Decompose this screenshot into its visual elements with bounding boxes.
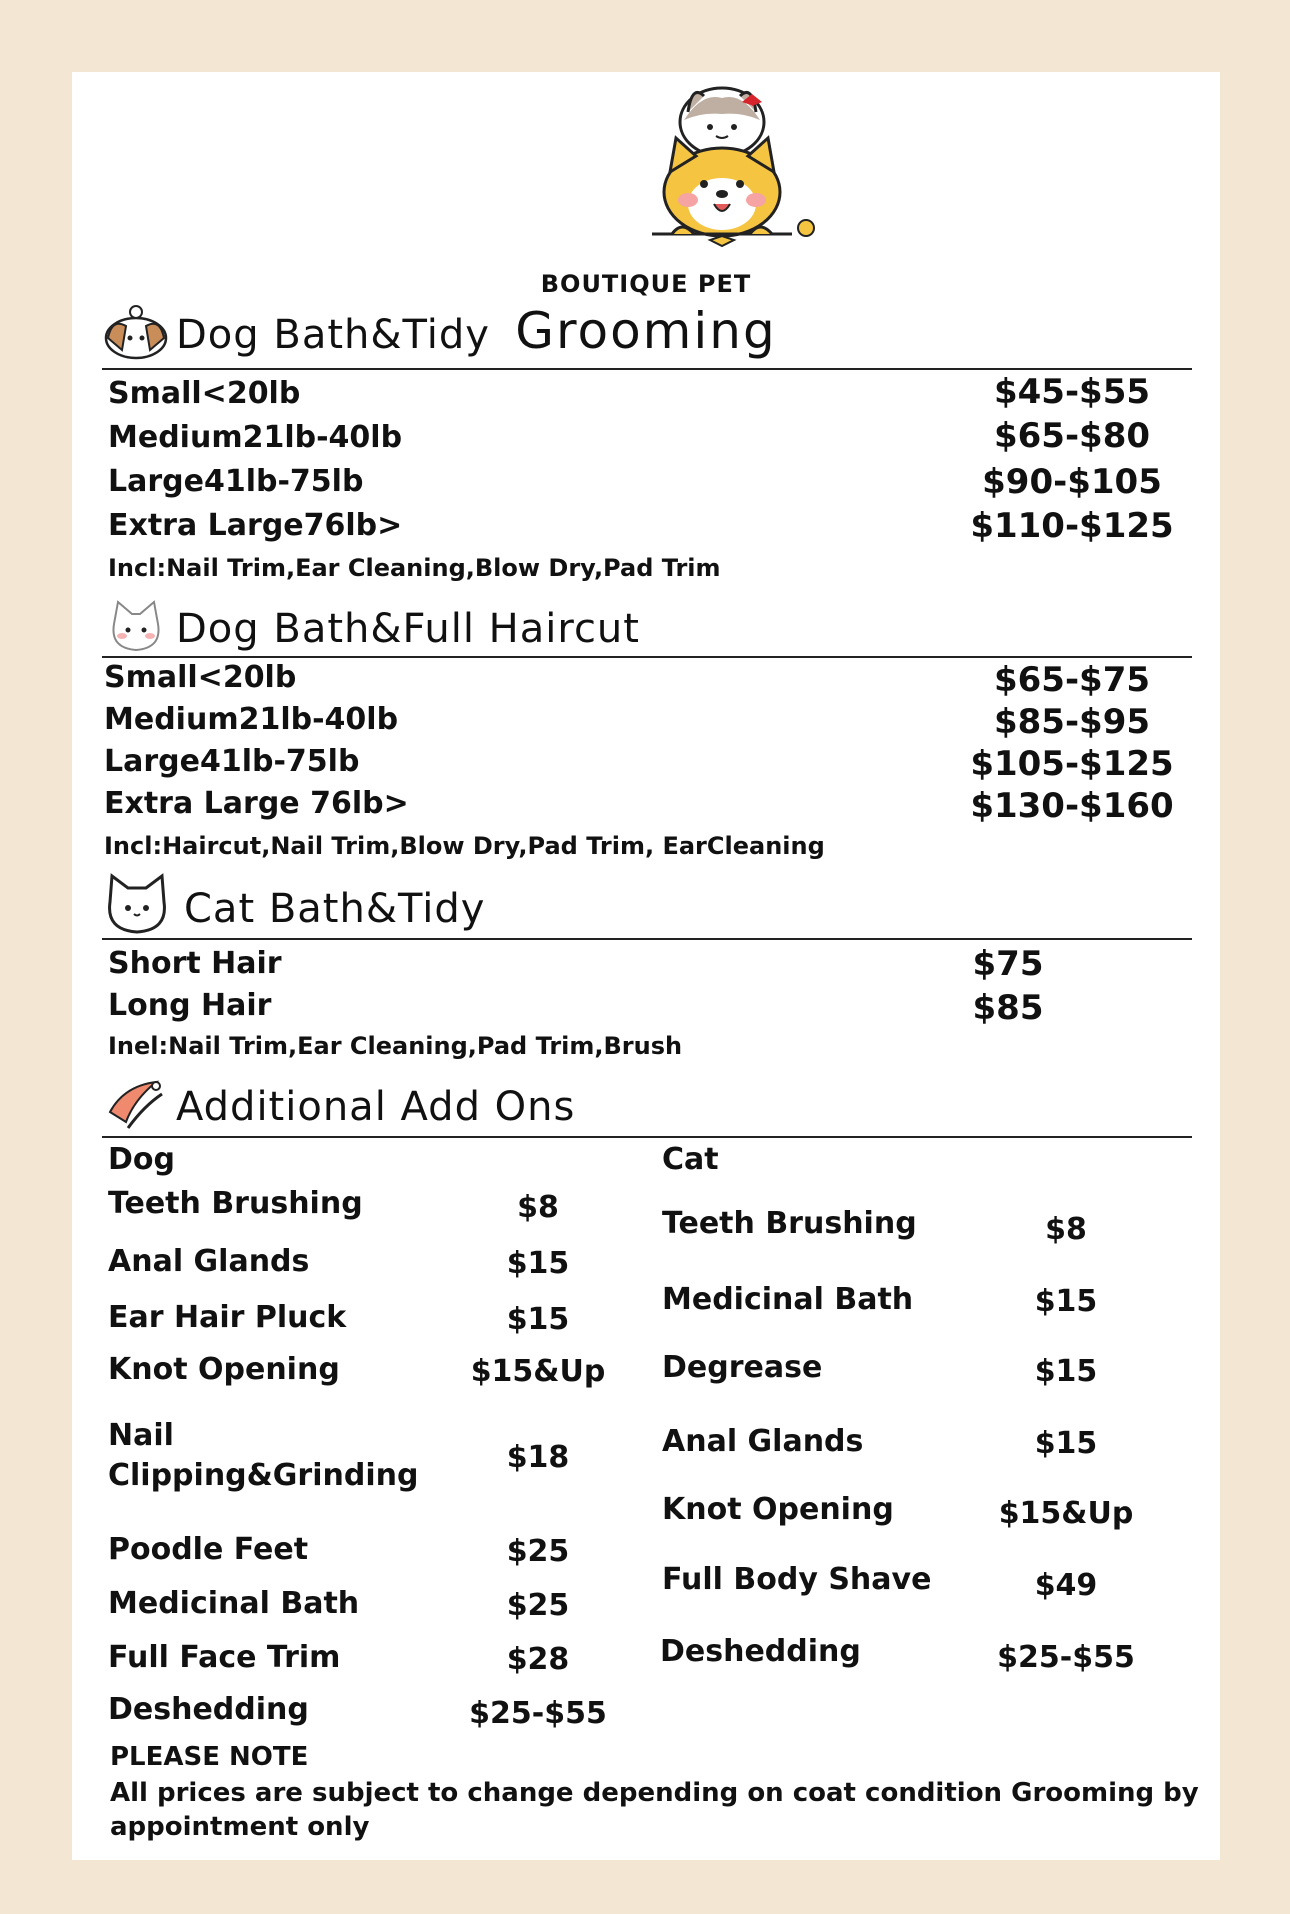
footer-heading: PLEASE NOTE [110, 1742, 309, 1772]
addon-price: $15 [506, 1302, 570, 1337]
section-note: Incl:Nail Trim,Ear Cleaning,Blow Dry,Pad Trim [108, 554, 721, 582]
addon-label: Deshedding [660, 1634, 861, 1669]
footer-line-2: appointment only [110, 1812, 370, 1842]
addon-price: $15&Up [470, 1354, 606, 1389]
addon-label: Nail [108, 1418, 174, 1453]
row-price: $130-$160 [970, 786, 1174, 826]
row-price: $65-$75 [993, 660, 1151, 700]
addon-label: Medicinal Bath [662, 1282, 914, 1317]
nail-clipper-icon [104, 1076, 168, 1136]
row-label: Small<20lb [108, 376, 301, 411]
divider [102, 938, 1192, 940]
row-label: Extra Large76lb> [108, 508, 403, 543]
addon-price: $25 [506, 1588, 570, 1623]
brand-name: BOUTIQUE PET [540, 270, 752, 298]
divider [102, 1136, 1192, 1138]
row-label: Short Hair [108, 946, 282, 981]
addon-label: Teeth Brushing [108, 1186, 363, 1221]
addon-label: Anal Glands [662, 1424, 864, 1459]
addon-price: $15 [1034, 1354, 1098, 1389]
addon-label: Knot Opening [662, 1492, 894, 1527]
addon-label: Degrease [662, 1350, 823, 1385]
divider [102, 368, 1192, 370]
addon-price: $25-$55 [469, 1696, 607, 1731]
addon-label: Poodle Feet [108, 1532, 309, 1567]
row-label: Large41lb-75lb [108, 464, 364, 499]
addon-price: $25-$55 [997, 1640, 1135, 1675]
pet-logo-icon [592, 72, 852, 302]
addon-label: Knot Opening [108, 1352, 340, 1387]
row-label: Large41lb-75lb [104, 744, 360, 779]
menu-card [72, 72, 1220, 1860]
cat-column-header: Cat [662, 1142, 719, 1177]
addon-price: $15&Up [998, 1496, 1134, 1531]
addon-price: $49 [1034, 1568, 1098, 1603]
addon-price: $8 [517, 1190, 559, 1225]
row-label: Small<20lb [104, 660, 297, 695]
dog-face-icon [102, 304, 170, 360]
row-price: $110-$125 [970, 506, 1174, 546]
addon-label: Deshedding [108, 1692, 309, 1727]
section-title-additional-add-ons: Additional Add Ons [176, 1084, 576, 1130]
addon-label: Medicinal Bath [108, 1586, 360, 1621]
section-title-dog-bath-tidy: Dog Bath&Tidy [176, 312, 490, 358]
addon-label: Anal Glands [108, 1244, 310, 1279]
row-price: $45-$55 [993, 372, 1151, 412]
page-title: Grooming [515, 302, 777, 360]
row-label: Medium21lb-40lb [108, 420, 403, 455]
dog-column-header: Dog [108, 1142, 175, 1177]
row-price: $75 [972, 944, 1044, 984]
section-title-cat-bath-tidy: Cat Bath&Tidy [184, 886, 486, 932]
section-title-dog-bath-full-haircut: Dog Bath&Full Haircut [176, 606, 640, 652]
section-note: Inel:Nail Trim,Ear Cleaning,Pad Trim,Brush [108, 1032, 683, 1060]
addon-price: $15 [1034, 1284, 1098, 1319]
addon-price: $18 [506, 1440, 570, 1475]
footer-line-1: All prices are subject to change depending on coat condition Grooming by [110, 1778, 1199, 1808]
addon-label: Ear Hair Pluck [108, 1300, 347, 1335]
addon-price: $25 [506, 1534, 570, 1569]
row-label: Long Hair [108, 988, 272, 1023]
section-note: Incl:Haircut,Nail Trim,Blow Dry,Pad Trim, EarCleaning [104, 832, 825, 860]
cat-face-icon [102, 872, 172, 936]
addon-label: Full Body Shave [662, 1562, 932, 1597]
addon-price: $15 [506, 1246, 570, 1281]
puppy-face-icon [106, 596, 166, 656]
row-label: Extra Large 76lb> [104, 786, 409, 821]
row-label: Medium21lb-40lb [104, 702, 399, 737]
row-price: $85 [972, 988, 1044, 1028]
row-price: $65-$80 [993, 416, 1151, 456]
addon-price: $15 [1034, 1426, 1098, 1461]
divider [102, 656, 1192, 658]
addon-label: Teeth Brushing [662, 1206, 917, 1241]
row-price: $105-$125 [970, 744, 1174, 784]
addon-price: $8 [1045, 1212, 1087, 1247]
addon-label-line2: Clipping&Grinding [108, 1458, 419, 1493]
addon-label: Full Face Trim [108, 1640, 341, 1675]
addon-price: $28 [506, 1642, 570, 1677]
row-price: $90-$105 [982, 462, 1162, 502]
row-price: $85-$95 [993, 702, 1151, 742]
